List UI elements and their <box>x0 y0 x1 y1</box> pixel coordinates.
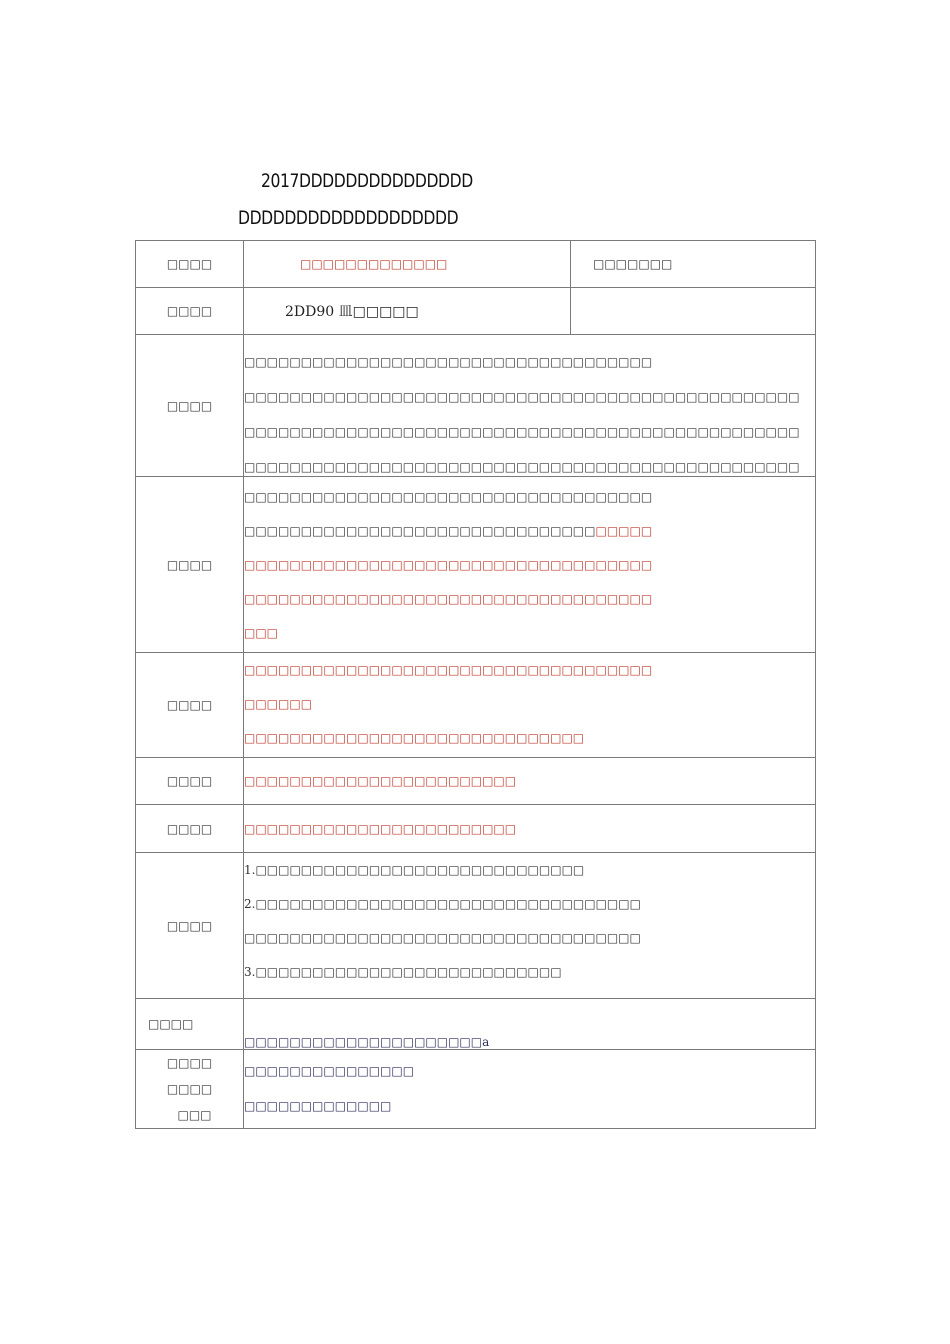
content-text-red: □□□□□ <box>595 523 653 538</box>
row-label: □□□□ <box>136 999 244 1050</box>
row-content <box>244 853 816 999</box>
table-row <box>136 477 816 653</box>
content-line: 1.□□□□□□□□□□□□□□□□□□□□□□□□□□□□□ <box>244 863 585 877</box>
row-content <box>244 1050 816 1129</box>
table-row <box>136 999 816 1050</box>
row-label: □□□□ <box>136 288 244 335</box>
content-line <box>244 514 815 548</box>
content-line: □□□□□□□□□□□□□□□□□□□□□□□□□□□□□□□□□□□□□□□□□□□□□□□□□□□□□□□□□□□□□□□□□□□□□□□□□□□□□□□□□□□□□□□□□□□□□□□□□□□□□□□□□□□□□□□□□□□□□□□□□□□□□□□□□□□□□□□□□□□□□□□□□□□ <box>244 390 800 474</box>
content-line: □□□□□□□□□□□□□□□□□□□□□□□□□□□□□□□□□□□□ <box>244 663 653 677</box>
empty-cell <box>571 288 816 335</box>
row-content <box>244 477 816 653</box>
content-line: □□□□□□ <box>244 697 313 711</box>
content-line: 3.□□□□□□□□□□□□□□□□□□□□□□□□□□□ <box>244 965 562 979</box>
row-value: □□□□□□□□□□□□□□□□□□□□□a <box>244 999 816 1050</box>
content-line: □□□□□□□□□□□□□□□ <box>244 1064 415 1078</box>
content-text: □□□□□□□□□□□□□□□□□□□□□□□□□□□□□□□ <box>244 523 596 538</box>
row-label: □□□□ <box>166 1082 213 1096</box>
row-label-group <box>136 1050 244 1129</box>
content-line: □□□ <box>244 625 279 640</box>
content-line: 2.□□□□□□□□□□□□□□□□□□□□□□□□□□□□□□□□□□ <box>244 897 641 911</box>
table-row <box>136 653 816 758</box>
table-row <box>136 758 816 805</box>
row-content <box>244 335 816 477</box>
table-row <box>136 853 816 999</box>
row-label: □□□ <box>177 1108 212 1122</box>
row-value: 2DD90 皿□□□□□ <box>244 288 571 335</box>
row-value <box>244 241 571 288</box>
content-line: □□□□□□□□□□□□□□□□□□□□□□□□□□□□□□□□□□□□ <box>244 591 653 606</box>
content-line: □□□□□□□□□□□□□□□□□□□□□□□□□□□□□□ <box>244 731 585 745</box>
content-line: □□□□□□□□□□□□□ <box>244 1099 392 1113</box>
row-label: □□□□ <box>136 241 244 288</box>
table-row <box>136 335 816 477</box>
document-title-line-1: 2017DDDDDDDDDDDDDDD <box>261 170 473 192</box>
row-value: □□□□□□□□□□□□□□□□□□□□□□□□ <box>244 758 816 805</box>
form-table <box>135 240 816 1129</box>
row-label: □□□□ <box>136 758 244 805</box>
row-label: □□□□ <box>136 335 244 477</box>
content-line: □□□□□□□□□□□□□□□□□□□□□□□□□□□□□□□□□□□ <box>244 931 641 945</box>
document-title-line-2: DDDDDDDDDDDDDDDDDDD <box>238 207 459 229</box>
table-row <box>136 1050 816 1129</box>
row-label: □□□□ <box>136 477 244 653</box>
content-line: □□□□□□□□□□□□□□□□□□□□□□□□□□□□□□□□□□□□ <box>244 355 653 369</box>
row-label: □□□□ <box>136 805 244 853</box>
row-content <box>244 653 816 758</box>
table-row <box>136 805 816 853</box>
row-extra: □□□□□□□ <box>571 241 816 288</box>
row-label: □□□□ <box>136 653 244 758</box>
content-line: □□□□□□□□□□□□□□□□□□□□□□□□□□□□□□□□□□□□ <box>244 557 653 572</box>
table-row <box>136 288 816 335</box>
row-label: □□□□ <box>166 1056 213 1070</box>
row-label: □□□□ <box>136 853 244 999</box>
value-text: □□□□□□□□□□□□□ <box>300 257 448 271</box>
table-row <box>136 241 816 288</box>
row-value: □□□□□□□□□□□□□□□□□□□□□□□□ <box>244 805 816 853</box>
content-line: □□□□□□□□□□□□□□□□□□□□□□□□□□□□□□□□□□□□ <box>244 489 653 504</box>
